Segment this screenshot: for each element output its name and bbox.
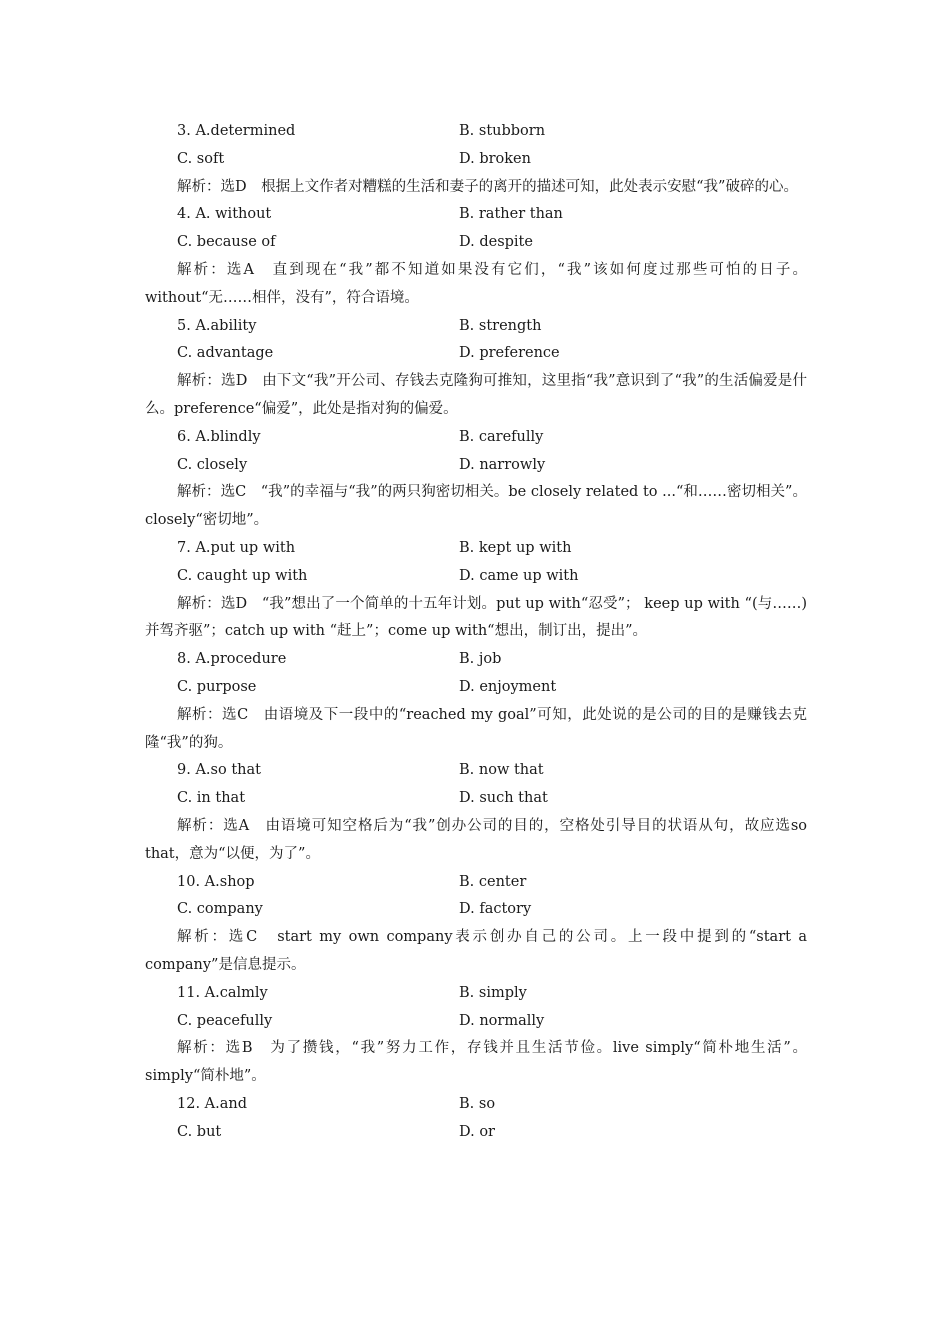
question-9-options-row-1 [0,757,950,785]
question-7-options-row-2 [0,563,950,591]
question-7-option-b: B. kept up with [459,539,572,556]
question-9-options-row-2 [0,785,950,813]
question-12-options-row-1 [0,1091,950,1119]
question-3-option-a: 3. A.determined [177,123,296,139]
question-7-options-row-1 [0,535,950,563]
question-3-option-c: C. soft [177,150,225,167]
question-10-option-a: 10. A.shop [177,873,255,890]
question-10-options-row-2 [0,896,950,924]
question-12-option-b: B. so [459,1095,496,1112]
question-10-explanation: 解析：选C start my own company表示创办自己的公司。上一段中提到的“start a company”是信息提示。 [145,929,807,973]
question-10-option-d: D. factory [459,901,532,918]
question-4-option-c: C. because of [177,234,276,251]
question-3-explanation: 解析：选D 根据上文作者对糟糕的生活和妻子的离开的描述可知，此处表示安慰“我”破碎的心。 [177,178,798,195]
question-3-options-row-2 [0,146,950,174]
question-9-option-a: 9. A.so that [177,762,261,779]
question-4-option-a: 4. A. without [177,206,272,223]
question-8-option-a: 8. A.procedure [177,651,287,668]
question-9-option-c: C. in that [177,790,246,807]
question-11-option-b: B. simply [459,984,527,1001]
question-5-options-row-1 [0,313,950,341]
question-5-explanation: 解析：选D 由下文“我”开公司、存钱去克隆狗可推知，这里指“我”意识到了“我”的生活偏爱是什么。preference“偏爱”，此处是指对狗的偏爱。 [145,373,807,417]
question-7-option-a: 7. A.put up with [177,539,296,556]
question-9-explanation: 解析：选A 由语境可知空格后为“我”创办公司的目的，空格处引导目的状语从句，故应选so that，意为“以便，为了”。 [145,817,807,862]
question-8-option-b: B. job [459,651,502,668]
question-11-option-d: D. normally [459,1012,545,1029]
question-6-option-a: 6. A.blindly [177,428,261,445]
question-6-options-row-2 [0,452,950,480]
question-11-option-c: C. peacefully [177,1012,273,1029]
question-4-options-row-1 [0,201,950,229]
question-12-option-c: C. but [177,1123,222,1140]
question-7-option-d: D. came up with [459,567,579,584]
question-6-option-d: D. narrowly [459,456,546,473]
question-11-options-row-2 [0,1008,950,1036]
question-10-option-b: B. center [459,873,527,890]
question-3-option-d: D. broken [459,150,531,167]
question-10-option-c: C. company [177,901,263,918]
question-4-option-b: B. rather than [459,206,563,223]
question-6-options-row-1 [0,424,950,452]
question-7-option-c: C. caught up with [177,567,308,584]
question-12-options-row-2 [0,1119,950,1147]
question-5-option-a: 5. A.ability [177,317,257,334]
question-5-option-d: D. preference [459,345,560,362]
question-3-options-row-1 [0,118,950,146]
question-4-explanation: 解析：选A 直到现在“我”都不知道如果没有它们，“我”该如何度过那些可怕的日子。without“无……相伴，没有”，符合语境。 [145,261,807,306]
question-11-option-a: 11. A.calmly [177,984,268,1001]
question-4-option-d: D. despite [459,234,533,251]
question-5-options-row-2 [0,340,950,368]
question-9-option-d: D. such that [459,790,548,807]
question-4-options-row-2 [0,229,950,257]
question-12-option-a: 12. A.and [177,1095,248,1112]
exercise-page [0,118,950,1146]
question-12-option-d: D. or [459,1123,495,1140]
question-8-option-c: C. purpose [177,678,257,695]
question-8-option-d: D. enjoyment [459,678,557,695]
question-8-explanation: 解析：选C 由语境及下一段中的“reached my goal”可知，此处说的是公司的目的是赚钱去克隆“我”的狗。 [145,706,807,751]
question-8-options-row-2 [0,674,950,702]
question-5-option-c: C. advantage [177,345,274,362]
question-5-option-b: B. strength [459,317,542,334]
question-11-options-row-1 [0,980,950,1008]
question-6-option-c: C. closely [177,456,248,473]
question-7-explanation: 解析：选D “我”想出了一个简单的十五年计划。put up with“忍受”； keep up with “(与……)并驾齐驱”；catch up with “赶上”；come up with“想出，制订出，提出”。 [145,595,807,640]
question-11-explanation: 解析：选B 为了攒钱，“我”努力工作，存钱并且生活节俭。live simply“简朴地生活”。simply“简朴地”。 [145,1040,807,1085]
question-3-option-b: B. stubborn [459,123,546,139]
question-6-option-b: B. carefully [459,428,544,445]
question-10-options-row-1 [0,869,950,897]
question-9-option-b: B. now that [459,762,544,779]
question-6-explanation: 解析：选C “我”的幸福与“我”的两只狗密切相关。be closely related to ...“和……密切相关”。closely“密切地”。 [145,484,807,529]
question-8-options-row-1 [0,646,950,674]
